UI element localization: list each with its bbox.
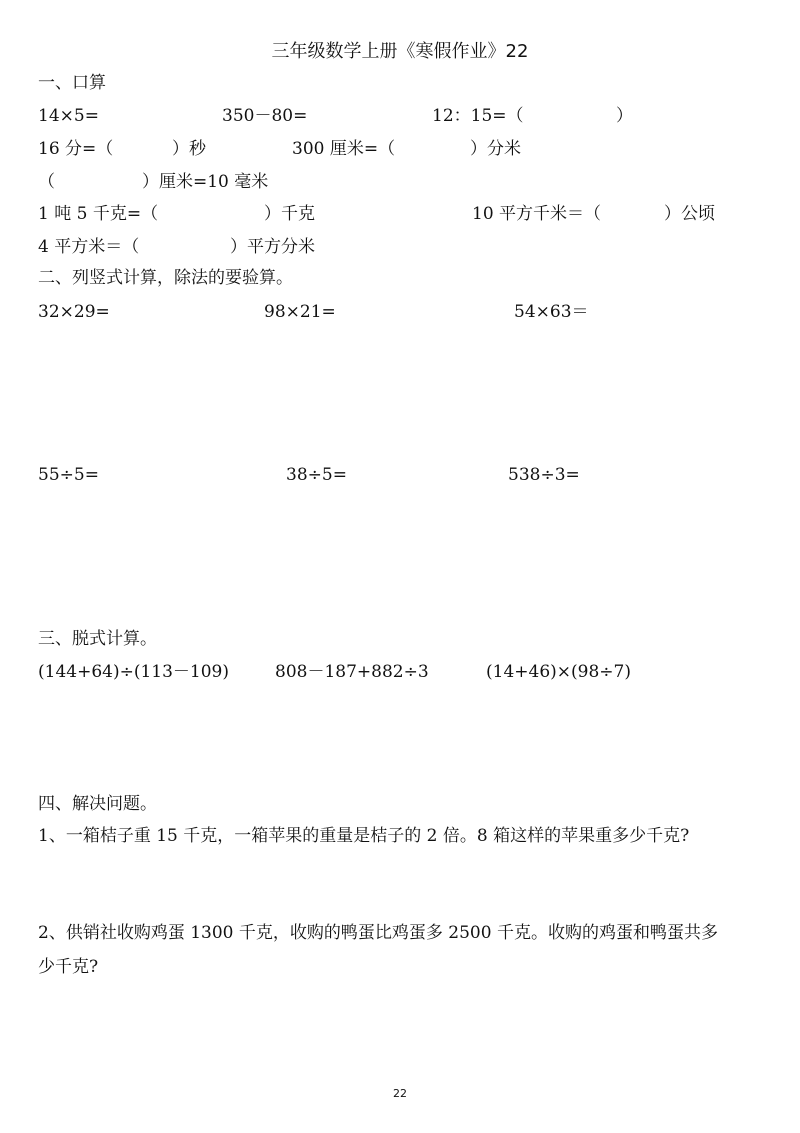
problem-text: ）秒 xyxy=(172,139,206,159)
problem-text: 10 平方千米＝（ xyxy=(472,204,602,224)
problem-text: 38÷5= xyxy=(286,465,347,485)
problem-text: 55÷5= xyxy=(38,465,99,485)
problem-text: 16 分=（ xyxy=(38,139,114,159)
section-heading-stepwise: 三、脱式计算。 xyxy=(38,629,157,649)
problem-text: 14×5= xyxy=(38,106,99,126)
problem-text: ）平方分米 xyxy=(230,237,315,257)
page-number: 22 xyxy=(393,1087,407,1100)
page-title: 三年级数学上册《寒假作业》22 xyxy=(271,41,529,62)
problem-text: (14+46)×(98÷7) xyxy=(486,662,631,682)
word-problem-2-line-2: 少千克? xyxy=(38,957,99,977)
section-heading-oral: 一、口算 xyxy=(38,73,106,93)
section-heading-word-problems: 四、解决问题。 xyxy=(38,794,157,814)
answer-blank-close: ） xyxy=(616,106,633,126)
problem-text: 808－187+882÷3 xyxy=(275,662,429,682)
problem-text: 98×21= xyxy=(264,302,336,322)
problem-text: ）公顷 xyxy=(664,204,715,224)
problem-text: 300 厘米=（ xyxy=(292,139,396,159)
problem-text: 12：15=（ xyxy=(432,106,524,126)
problem-text: 4 平方米＝（ xyxy=(38,237,140,257)
word-problem-1: 1、一箱桔子重 15 千克，一箱苹果的重量是桔子的 2 倍。8 箱这样的苹果重多少千克? xyxy=(38,826,690,846)
problem-text: （ xyxy=(38,172,55,192)
problem-text: 54×63＝ xyxy=(514,302,589,322)
problem-text: 350－80= xyxy=(222,106,308,126)
problem-text: ）分米 xyxy=(470,139,521,159)
word-problem-2-line-1: 2、供销社收购鸡蛋 1300 千克，收购的鸭蛋比鸡蛋多 2500 千克。收购的鸡蛋和鸭蛋共多 xyxy=(38,923,718,943)
problem-text: (144+64)÷(113－109) xyxy=(38,662,229,682)
problem-text: 32×29= xyxy=(38,302,110,322)
problem-text: 538÷3= xyxy=(508,465,580,485)
problem-text: 1 吨 5 千克=（ xyxy=(38,204,159,224)
section-heading-vertical: 二、列竖式计算，除法的要验算。 xyxy=(38,268,293,288)
problem-text: ）厘米=10 毫米 xyxy=(142,172,269,192)
problem-text: ）千克 xyxy=(264,204,315,224)
